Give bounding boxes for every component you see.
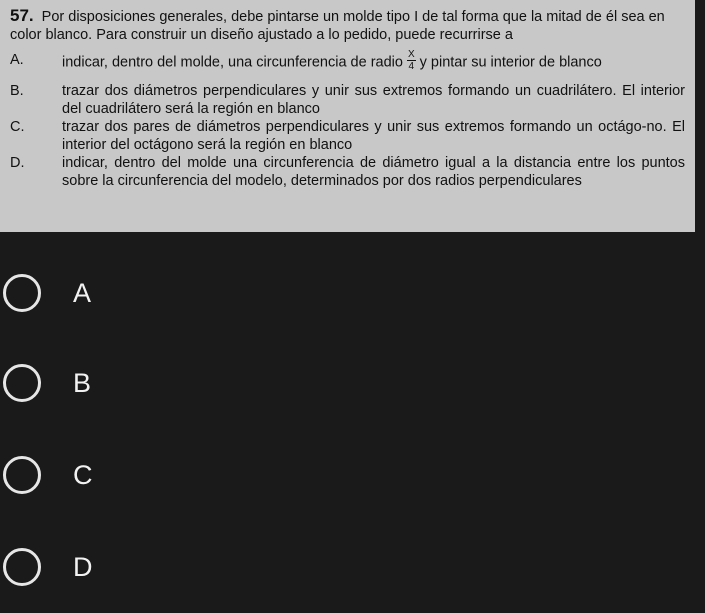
option-letter: C. [10, 119, 25, 135]
question-number: 57. [10, 6, 34, 25]
question-image [0, 0, 695, 232]
radio-button-c[interactable] [3, 456, 41, 494]
choice-label-c[interactable]: C [73, 459, 93, 490]
radio-button-d[interactable] [3, 548, 41, 586]
option-a [10, 51, 685, 74]
choice-label-b[interactable]: B [73, 367, 92, 398]
choice-d[interactable] [3, 542, 93, 592]
option-letter: B. [10, 83, 24, 99]
option-a-text-before: indicar, dentro del molde, una circunferencia de radio [62, 54, 403, 71]
choice-label-a[interactable]: A [73, 277, 92, 308]
answer-choices [0, 232, 705, 613]
option-c [10, 118, 685, 154]
radio-button-a[interactable] [3, 274, 41, 312]
choice-c[interactable] [3, 450, 93, 500]
option-d-text: indicar, dentro del molde una circunferencia de diámetro igual a la distancia entre los puntos sobre la circunferencia del modelo, determinados por dos radios perpendiculares [62, 155, 685, 189]
option-c-text: trazar dos pares de diámetros perpendiculares y unir sus extremos formando un octágo-no. El interior del octágono será la región en blanco [62, 119, 685, 153]
choice-label-d[interactable]: D [73, 551, 93, 582]
choice-b[interactable] [3, 358, 91, 408]
option-letter: A. [10, 52, 24, 68]
option-a-text-after: y pintar su interior de blanco [419, 54, 602, 71]
question-stem-text: Por disposiciones generales, debe pintarse un molde tipo I de tal forma que la mitad de él sea en color blanco. Para construir un diseño ajustado a lo pedido, puede recurrirse a [10, 9, 665, 43]
option-d [10, 154, 685, 190]
option-letter: D. [10, 155, 25, 171]
fraction-numerator: X [407, 49, 415, 60]
radio-button-b[interactable] [3, 364, 41, 402]
option-b-text: trazar dos diámetros perpendiculares y unir sus extremos formando un cuadrilátero. El interior del cuadrilátero será la región en blanco [62, 83, 685, 117]
fraction-denominator: 4 [408, 61, 415, 72]
question-stem [10, 7, 685, 44]
fraction-x-over-4 [407, 49, 416, 72]
choice-a[interactable] [3, 268, 91, 318]
option-b [10, 82, 685, 118]
